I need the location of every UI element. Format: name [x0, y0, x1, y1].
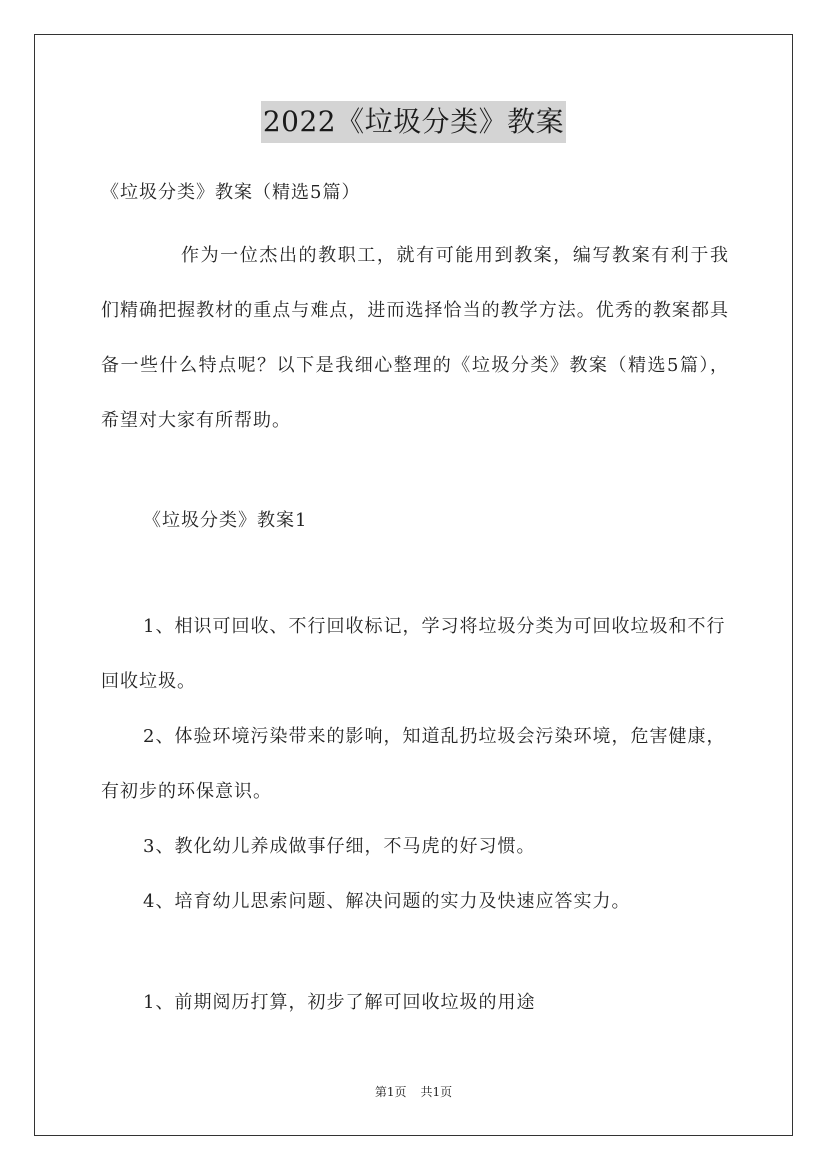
document-title-block: [0, 101, 827, 143]
section-heading: 《垃圾分类》教案1: [143, 510, 308, 531]
goal-item: 4、培育幼儿思索问题、解决问题的实力及快速应答实力。: [143, 891, 631, 912]
goal-item: 3、教化幼儿养成做事仔细，不马虎的好习惯。: [143, 836, 536, 857]
document-subtitle: 《垃圾分类》教案（精选5篇）: [101, 182, 361, 203]
document-title: 2022《垃圾分类》教案: [261, 101, 566, 143]
intro-paragraph: 作为一位杰出的教职工，就有可能用到教案，编写教案有利于我们精确把握教材的重点与难点，进而选择恰当的教学方法。优秀的教案都具备一些什么特点呢？以下是我细心整理的《垃圾分类》教案（精选5篇），希望对大家有所帮助。: [101, 245, 729, 431]
page-number: 第1页: [374, 1085, 407, 1099]
goal-item: 1、相识可回收、不行回收标记，学习将垃圾分类为可回收垃圾和不行回收垃圾。: [101, 616, 726, 692]
page-footer: [0, 1084, 827, 1100]
goal-item: 2、体验环境污染带来的影响，知道乱扔垃圾会污染环境，危害健康，有初步的环保意识。: [101, 726, 726, 802]
goal-list: [101, 599, 729, 929]
activity-item: 1、前期阅历打算，初步了解可回收垃圾的用途: [143, 992, 536, 1013]
page-total: 共1页: [420, 1085, 453, 1099]
